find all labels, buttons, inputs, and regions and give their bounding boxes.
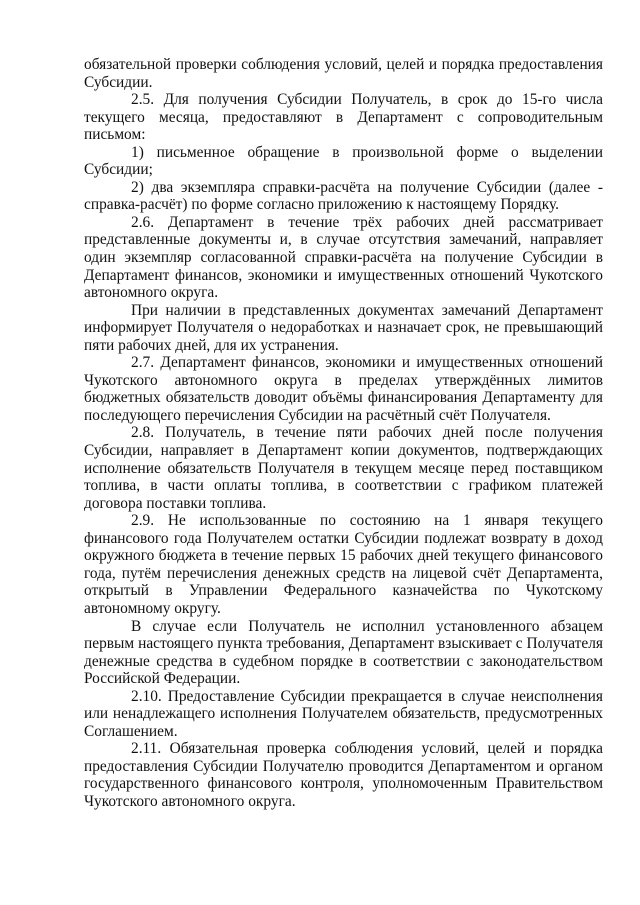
- paragraph-remarks: При наличии в представленных документах замечаний Департамент информирует Получателя о недоработках и назначает срок, не превышающий пяти рабочих дней, для их устранения.: [84, 301, 603, 354]
- paragraph-2-6: 2.6. Департамент в течение трёх рабочих дней рассматривает представленные документы и, в случае отсутствия замечаний, направляет один экземпляр согласованной справки-расчёта на получение Субсидии в Департамент финансов, экономики и имущественных отношений Чукотского автономного округа.: [84, 213, 603, 302]
- paragraph-2-5: 2.5. Для получения Субсидии Получатель, в срок до 15-го числа текущего месяца, предоставляют в Департамент с сопроводительным письмом:: [84, 91, 603, 144]
- paragraph-recovery: В случае если Получатель не исполнил установленного абзацем первым настоящего пункта требования, Департамент взыскивает с Получателя денежные средства в судебном порядке в соответствии с законодательством Российской Федерации.: [84, 617, 603, 688]
- list-item-1: 1) письменное обращение в произвольной форме о выделении Субсидии;: [84, 143, 603, 179]
- paragraph-2-9: 2.9. Не использованные по состоянию на 1 января текущего финансового года Получателем остатки Субсидии подлежат возврату в доход окружного бюджета в течение первых 15 рабочих дней текущего финансового года, путём перечисления денежных средств на лицевой счёт Департамента, открытый в Управлении Федерального казначейства по Чукотскому автономному округу.: [84, 512, 603, 617]
- document-body: [84, 56, 603, 811]
- paragraph-2-8: 2.8. Получатель, в течение пяти рабочих дней после получения Субсидии, направляет в Департамент копии документов, подтверждающих исполнение обязательств Получателя в текущем месяце перед поставщиком топлива, в части оплаты топлива, в соответствии с графиком платежей договора поставки топлива.: [84, 424, 603, 512]
- paragraph-2-11: 2.11. Обязательная проверка соблюдения условий, целей и порядка предоставления Субсидии Получателю проводится Департаментом и органом государственного финансового контроля, уполномоченным Правительством Чукотского автономного округа.: [84, 740, 603, 810]
- paragraph-2-10: 2.10. Предоставление Субсидии прекращается в случае неисполнения или ненадлежащего исполнения Получателем обязательств, предусмотренных Соглашением.: [84, 687, 603, 740]
- list-item-2: 2) два экземпляра справки-расчёта на получение Субсидии (далее - справка-расчёт) по форме согласно приложению к настоящему Порядку.: [84, 178, 603, 214]
- paragraph-continuation: обязательной проверки соблюдения условий, целей и порядка предоставления Субсидии.: [84, 56, 603, 91]
- paragraph-2-7: 2.7. Департамент финансов, экономики и имущественных отношений Чукотского автономного округа в пределах утверждённых лимитов бюджетных обязательств доводит объёмы финансирования Департаменту для последующего перечисления Субсидии на расчётный счёт Получателя.: [84, 354, 603, 424]
